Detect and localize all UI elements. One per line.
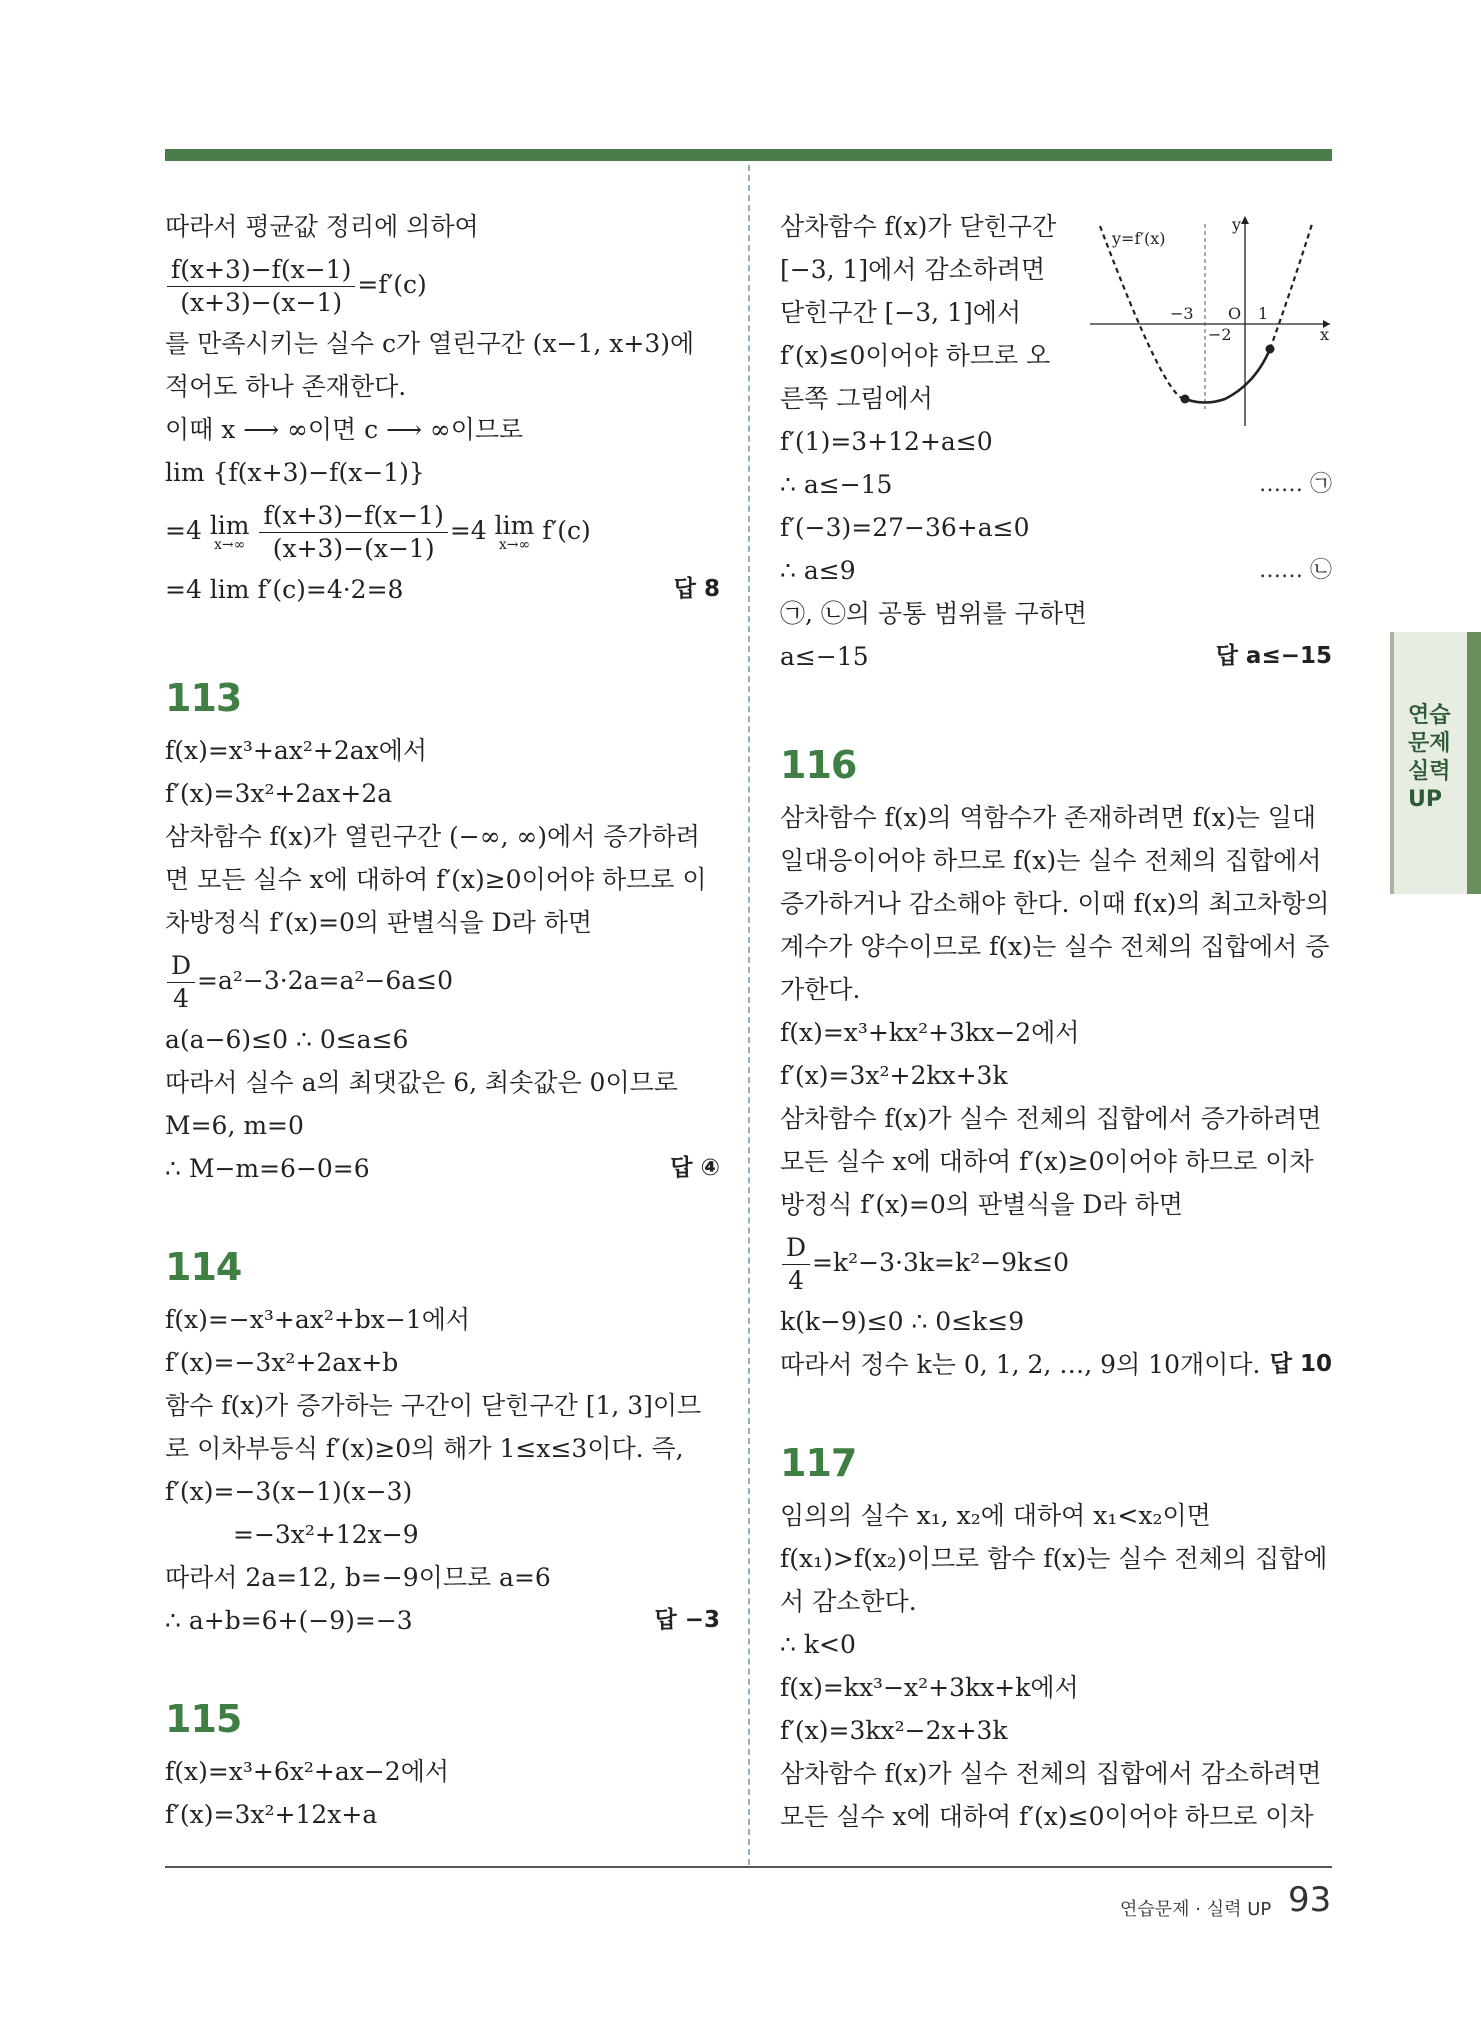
- fraction: $\frac{f(x+3)-f(x-1)}{(x+3)-(x-1)}$: [167, 254, 355, 319]
- text-line: 삼차함수 f(x)가 실수 전체의 집합에서 증가하려면 모든 실수 x에 대하여 f′(x)≥0이어야 하므로 이차방정식 f′(x)=0의 판별식을 D라 하면: [780, 1104, 1322, 1219]
- text-line: ∴ k<0: [780, 1630, 856, 1659]
- text-line: f′(x)=−3(x−1)(x−3): [165, 1477, 413, 1506]
- side-tab-bar: [1467, 632, 1481, 894]
- text-line: 따라서 실수 a의 최댓값은 6, 최솟값은 0이므로: [165, 1068, 678, 1097]
- text-line: f(x)=kx³−x²+3kx+k에서: [780, 1673, 1079, 1702]
- text-line: 삼차함수 f(x)가 실수 전체의 집합에서 감소하려면 모든 실수 x에 대하여 f′(x)≤0이어야 하므로 이차: [780, 1759, 1322, 1831]
- point-1: [1266, 345, 1275, 354]
- footer-label: 연습문제 · 실력 UP: [1120, 1899, 1272, 1920]
- text-line: f′(x)=−3x²+2ax+b: [165, 1348, 399, 1377]
- text-line: k(k−9)≤0 ∴ 0≤k≤9: [780, 1307, 1025, 1336]
- fraction: $\frac{D}{4}$: [167, 950, 195, 1015]
- answer-112: 답 8: [673, 576, 720, 602]
- text-line: 이때 x ⟶ ∞이면 c ⟶ ∞이므로: [165, 415, 524, 444]
- text-line: f′(x)=3x²+12x+a: [165, 1800, 378, 1829]
- curve-right-dashed: [1270, 224, 1312, 349]
- text-line: 를 만족시키는 실수 c가 열린구간 (x−1, x+3)에 적어도 하나 존재한다.: [165, 329, 695, 401]
- y-axis-arrow: [1241, 216, 1249, 224]
- text-line: 삼차함수 f(x)가 열린구간 (−∞, ∞)에서 증가하려면 모든 실수 x에 대하여 f′(x)≥0이어야 하므로 이차방정식 f′(x)=0의 판별식을 D라 하면: [165, 822, 707, 937]
- bottom-rule: [165, 1866, 1332, 1868]
- top-accent-bar: [165, 149, 1332, 161]
- text-line: 따라서 2a=12, b=−9이므로 a=6: [165, 1563, 551, 1592]
- problem-number-117: 117: [780, 1441, 857, 1485]
- problem-number-116: 116: [780, 743, 857, 787]
- result-line: ∴ M−m=6−0=6 답 ④: [165, 1147, 720, 1190]
- marker-2: …… ㉡: [1259, 558, 1332, 583]
- point-minus-3: [1181, 395, 1190, 404]
- text-line: f′(−3)=27−36+a≤0: [780, 513, 1030, 542]
- result-line: ∴ a+b=6+(−9)=−3 답 −3: [165, 1599, 720, 1642]
- text-line: f′(1)=3+12+a≤0: [780, 427, 993, 456]
- discriminant-equation: $\frac{D}{4}$ =a²−3·2a=a²−6a≤0: [165, 944, 720, 1018]
- answer-115: 답 a≤−15: [1215, 643, 1332, 669]
- text-line: f(x)=x³+ax²+2ax에서: [165, 736, 428, 765]
- text-line: f′(x)=3x²+2ax+2a: [165, 779, 393, 808]
- tick-1: 1: [1258, 304, 1269, 323]
- fraction: $\frac{D}{4}$: [782, 1232, 810, 1297]
- mvt-equation: $\frac{f(x+3)-f(x-1)}{(x+3)-(x-1)}$ =f′(c): [165, 248, 720, 322]
- answer-116: 답 10: [1269, 1351, 1332, 1377]
- text-line: 따라서 평균값 정리에 의하여: [165, 212, 479, 241]
- fraction: $\frac{f(x+3)-f(x-1)}{(x+3)-(x-1)}$: [259, 500, 447, 565]
- text-line: 삼차함수 f(x)가 닫힌구간: [780, 212, 1057, 241]
- side-tab: [1390, 632, 1481, 894]
- derivative-graph: [1090, 214, 1335, 429]
- discriminant-equation: $\frac{D}{4}$ =k²−3·3k=k²−9k≤0: [780, 1226, 1332, 1300]
- x-axis-label: x: [1320, 325, 1330, 344]
- column-divider: [748, 165, 750, 1865]
- marked-line: ∴ a≤−15 …… ㉠: [780, 463, 1332, 506]
- lim-operator: lim x→∞: [209, 510, 250, 553]
- result-line: a≤−15 답 a≤−15: [780, 635, 1332, 678]
- problem-number-113: 113: [165, 676, 242, 720]
- text-line: f′(x)≤0이어야 하므로 오: [780, 341, 1051, 370]
- answer-113: 답 ④: [670, 1155, 720, 1181]
- tick-minus-2: −2: [1208, 325, 1232, 344]
- text-line: 삼차함수 f(x)의 역함수가 존재하려면 f(x)는 일대일대응이어야 하므로 f(x)는 실수 전체의 집합에서 증가하거나 감소해야 한다. 이때 f(x)의 최고차항의 계수가 양수이므로 f(x)는 실수 전체의 집합에서 증가한다.: [780, 803, 1330, 1004]
- side-tab-label: 연습문제 실력UP: [1408, 703, 1451, 812]
- text-line: f(x)=x³+kx²+3kx−2에서: [780, 1018, 1080, 1047]
- lim-operator: lim x→∞: [494, 510, 535, 553]
- text-line: f(x)=x³+6x²+ax−2에서: [165, 1757, 450, 1786]
- result-line: =4 lim f′(c)=4·2=8 답 8: [165, 568, 720, 611]
- y-axis-label: y: [1232, 215, 1242, 234]
- text-line: =−3x²+12x−9: [233, 1520, 419, 1549]
- marker-1: …… ㉠: [1259, 472, 1332, 497]
- text-line: M=6, m=0: [165, 1111, 304, 1140]
- text-line: 닫힌구간 [−3, 1]에서: [780, 298, 1022, 327]
- text-line: a(a−6)≤0 ∴ 0≤a≤6: [165, 1025, 409, 1054]
- tick-minus-3: −3: [1170, 304, 1194, 323]
- curve-solid: [1185, 349, 1270, 403]
- right-column: [780, 205, 1332, 1838]
- text-line: 함수 f(x)가 증가하는 구간이 닫힌구간 [1, 3]이므로 이차부등식 f′(x)≥0의 해가 1≤x≤3이다. 즉,: [165, 1391, 702, 1463]
- problem-number-115: 115: [165, 1697, 242, 1741]
- text-line: [−3, 1]에서 감소하려면: [780, 255, 1046, 284]
- answer-114: 답 −3: [654, 1607, 720, 1633]
- curve-label: y=f′(x): [1112, 229, 1166, 248]
- marked-line: ∴ a≤9 …… ㉡: [780, 549, 1332, 592]
- origin-label: O: [1228, 304, 1242, 323]
- left-column: [165, 205, 720, 1836]
- text-line: f′(x)=3kx²−2x+3k: [780, 1716, 1008, 1745]
- limit-line: lim {f(x+3)−f(x−1)}: [165, 458, 425, 487]
- text-line: f′(x)=3x²+2kx+3k: [780, 1061, 1008, 1090]
- problem-number-114: 114: [165, 1245, 242, 1289]
- text-line: ㉠, ㉡의 공통 범위를 구하면: [780, 599, 1088, 628]
- text-line: f(x)=−x³+ax²+bx−1에서: [165, 1305, 471, 1334]
- text-line: 임의의 실수 x₁, x₂에 대하여 x₁<x₂이면 f(x₁)>f(x₂)이므로 함수 f(x)는 실수 전체의 집합에서 감소한다.: [780, 1501, 1328, 1616]
- page-number: 93: [1288, 1880, 1332, 1920]
- limit-equation: =4 lim x→∞ $\frac{f(x+3)-f(x-1)}{(x+3)-(x-1)}$ =4 lim x→∞ f′(c): [165, 501, 591, 563]
- text-line: 른쪽 그림에서: [780, 384, 933, 413]
- result-line: 따라서 정수 k는 0, 1, 2, …, 9의 10개이다. 답 10: [780, 1343, 1332, 1386]
